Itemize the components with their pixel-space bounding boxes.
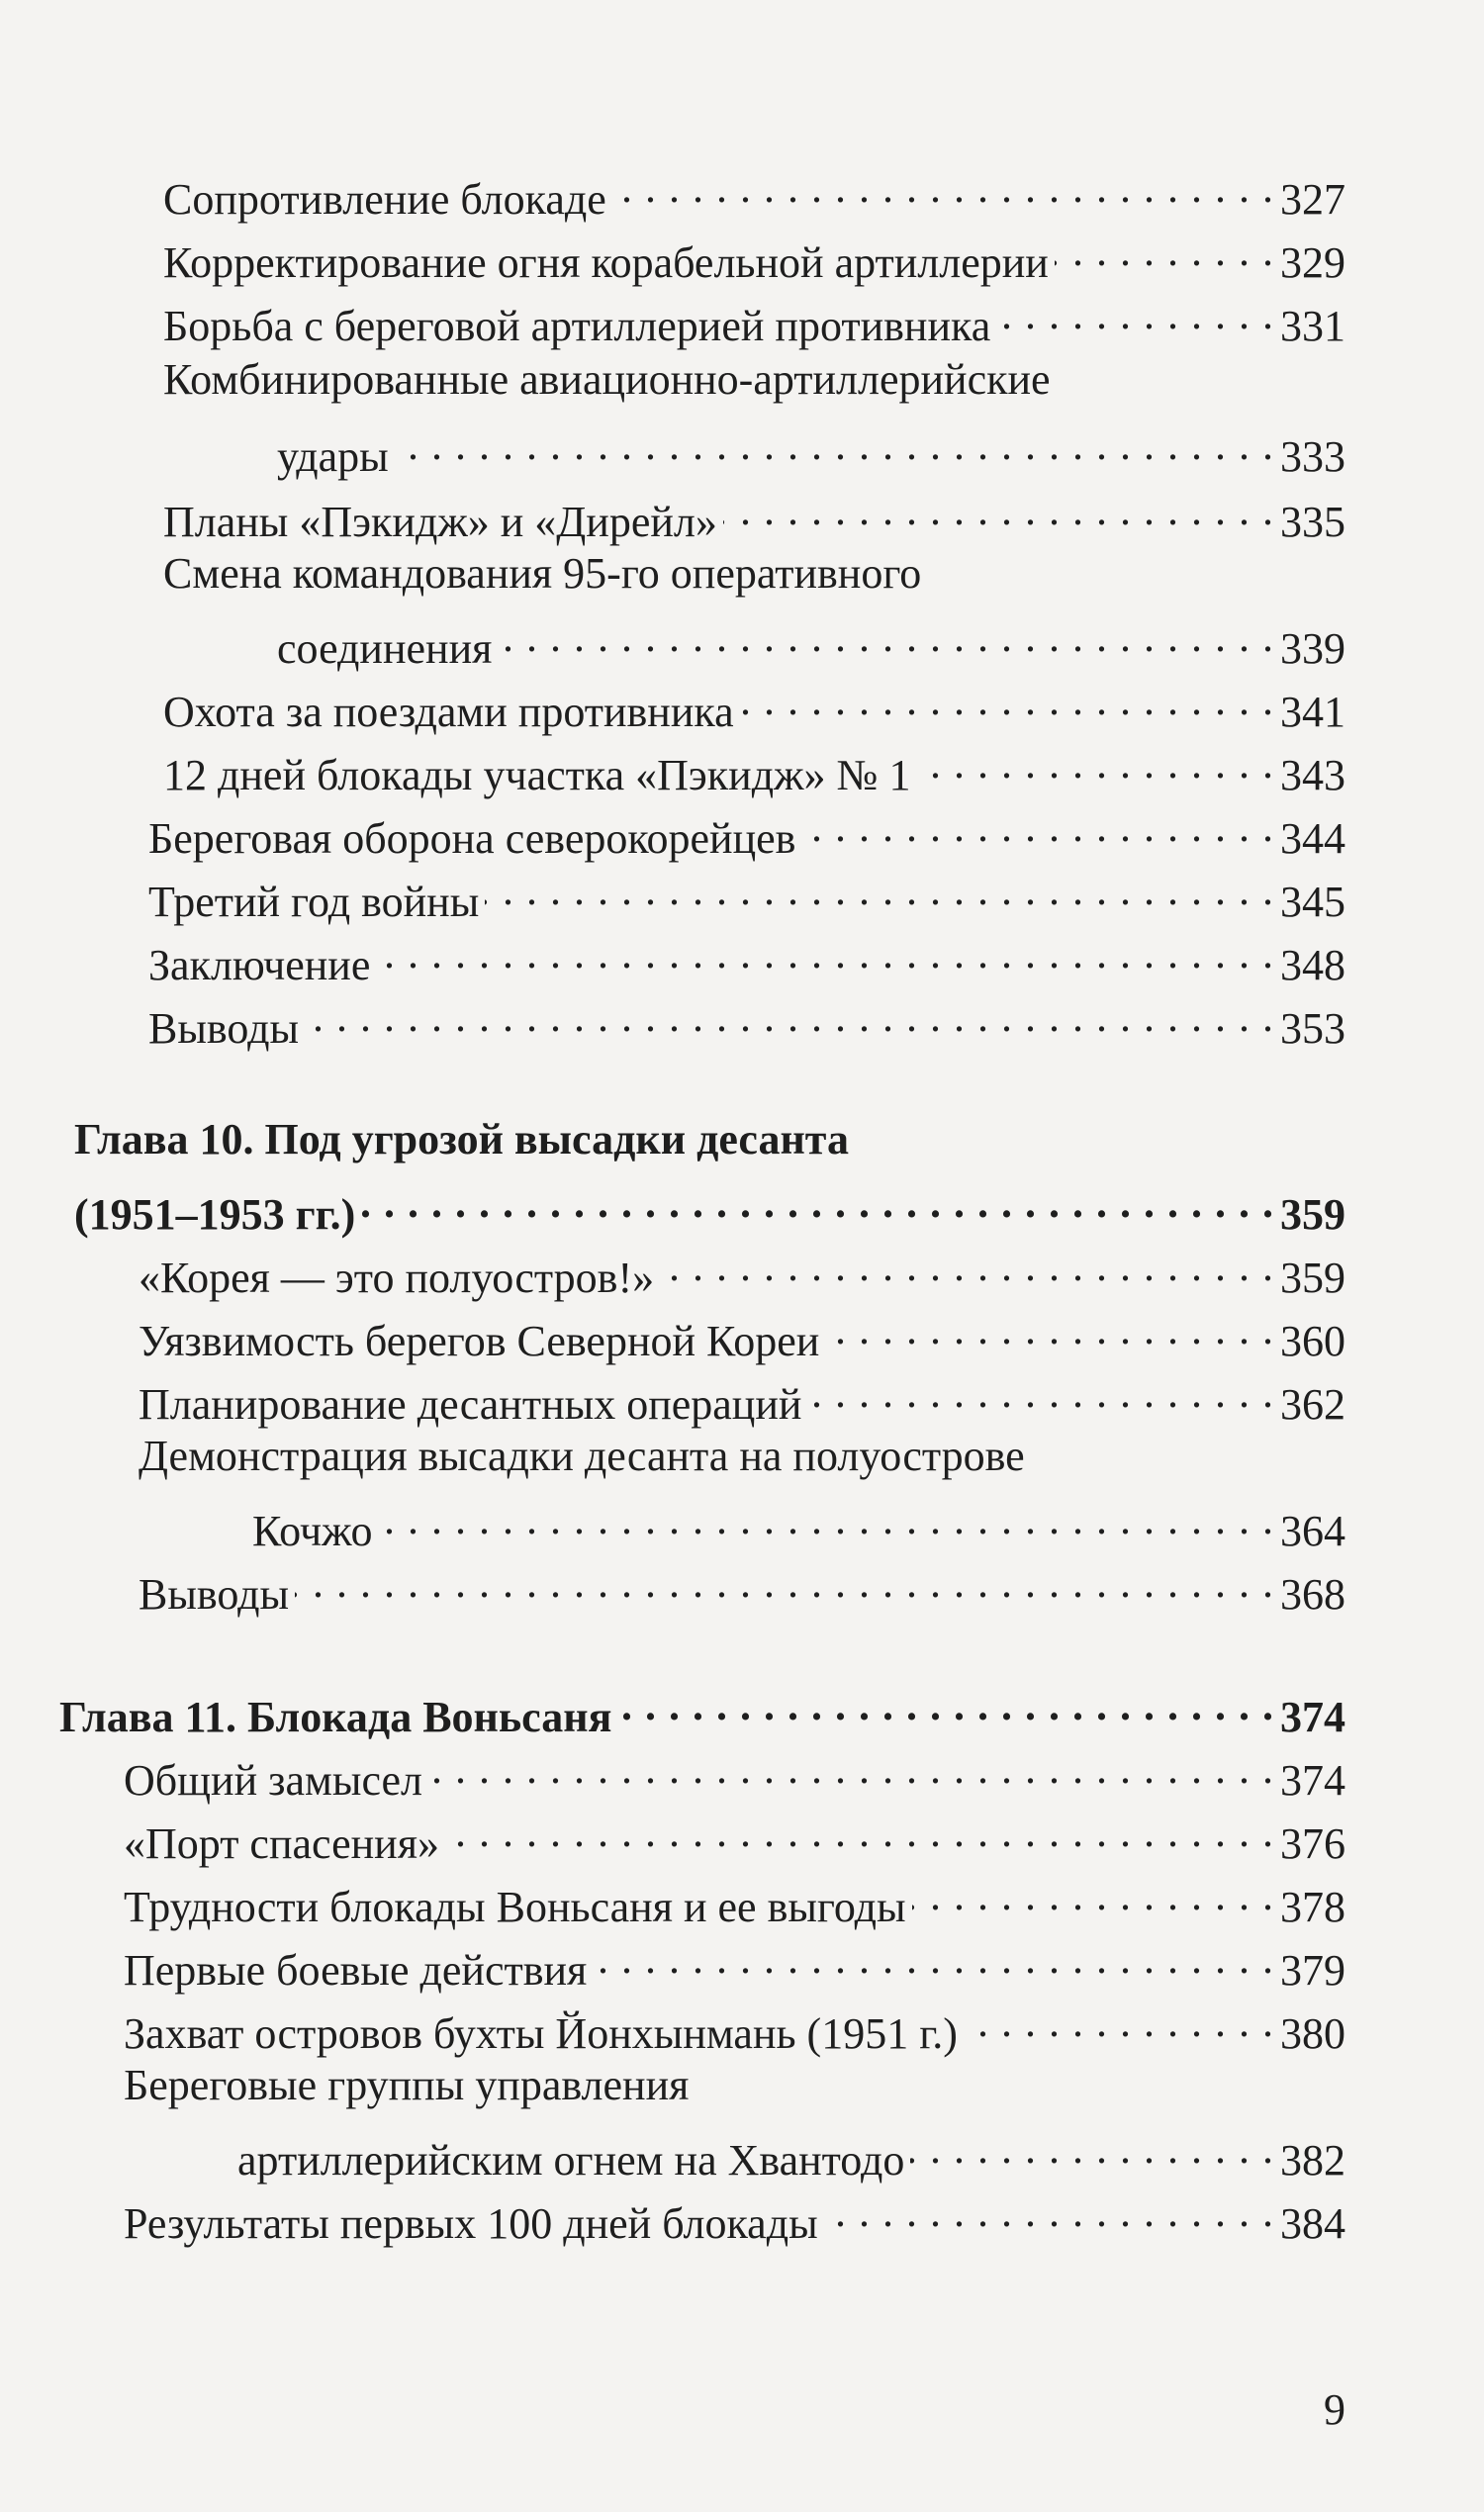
toc-entry[interactable]: [163, 675, 1345, 738]
chapter-11-title: Глава 11. Блокада Воньсаня: [59, 1693, 612, 1741]
dot-leader: [916, 738, 1274, 790]
toc-entry-page: 368: [1280, 1570, 1345, 1619]
chapter-10-title-line1[interactable]: Глава 10. Под угрозой высадки десанта: [74, 1115, 849, 1163]
toc-entry[interactable]: [139, 1367, 1345, 1431]
toc-entry-page: 362: [1280, 1380, 1345, 1429]
toc-entry[interactable]: [124, 1997, 1345, 2060]
dot-leader: [807, 1367, 1274, 1419]
toc-entry-page: 384: [1280, 2199, 1345, 2248]
toc-entry[interactable]: [148, 865, 1345, 928]
toc-entry-title-line1[interactable]: Комбинированные авиационно-артиллерийские: [163, 355, 1051, 404]
toc-entry-page: 335: [1280, 498, 1345, 546]
toc-entry-title: Захват островов бухты Йонхынмань (1951 г.): [124, 2009, 958, 2058]
page-number: 9: [1324, 2385, 1345, 2434]
toc-entry-title: Третий год войны: [148, 878, 480, 926]
toc-entry-title-line2: Кочжо: [252, 1507, 373, 1555]
toc-entry[interactable]: [277, 611, 1345, 675]
dot-leader: [305, 991, 1274, 1043]
toc-entry-title: Охота за поездами противника: [163, 688, 734, 736]
toc-entry[interactable]: [163, 162, 1345, 226]
toc-entry-page: 343: [1280, 751, 1345, 799]
toc-entry[interactable]: [148, 928, 1345, 991]
toc-entry-page: 348: [1280, 941, 1345, 989]
dot-leader: [295, 1557, 1274, 1609]
dot-leader: [660, 1241, 1274, 1292]
dot-leader: [740, 675, 1274, 726]
toc-entry[interactable]: [163, 289, 1345, 352]
toc-entry[interactable]: [277, 419, 1345, 483]
dot-leader: [912, 1870, 1274, 1921]
toc-entry-page: 327: [1280, 175, 1345, 224]
toc-entry-title: Общий замысел: [124, 1756, 423, 1805]
dot-leader: [485, 865, 1274, 916]
toc-entry-page: 344: [1280, 814, 1345, 863]
toc-entry-title: Заключение: [148, 941, 371, 989]
chapter-10-title-line2: (1951–1953 гг.): [74, 1190, 356, 1239]
toc-entry-page: 341: [1280, 688, 1345, 736]
toc-entry-title-line2: удары: [277, 432, 389, 481]
toc-entry-title-line1[interactable]: Смена командования 95-го оперативного: [163, 549, 922, 598]
toc-entry[interactable]: [148, 991, 1345, 1055]
dot-leader: [498, 611, 1274, 663]
toc-entry[interactable]: [139, 1304, 1345, 1367]
dot-leader: [617, 1680, 1274, 1731]
toc-entry-page: 382: [1280, 2136, 1345, 2185]
dot-leader: [996, 289, 1274, 340]
toc-entry-title: Первые боевые действия: [124, 1946, 588, 1995]
toc-entry[interactable]: [163, 738, 1345, 801]
dot-leader: [824, 2186, 1274, 2238]
toc-entry-page: 360: [1280, 1317, 1345, 1365]
toc-entry-title: Сопротивление блокаде: [163, 175, 606, 224]
chapter-10-heading[interactable]: [74, 1177, 1345, 1241]
dot-leader: [825, 1304, 1274, 1355]
toc-entry[interactable]: [124, 1870, 1345, 1933]
toc-entry-page: 353: [1280, 1004, 1345, 1053]
toc-entry-page: 339: [1280, 624, 1345, 673]
toc-entry-title-line1[interactable]: Береговые группы управления: [124, 2061, 690, 2109]
toc-entry-page: 333: [1280, 432, 1345, 481]
dot-leader: [428, 1743, 1274, 1795]
dot-leader: [801, 801, 1274, 853]
toc-entry[interactable]: [124, 1807, 1345, 1870]
toc-entry-title-line2: соединения: [277, 624, 493, 673]
toc-entry[interactable]: [252, 1494, 1345, 1557]
toc-entry-title: Результаты первых 100 дней блокады: [124, 2199, 818, 2248]
dot-leader: [395, 419, 1274, 471]
toc-entry-page: 331: [1280, 302, 1345, 350]
dot-leader: [612, 162, 1274, 214]
toc-entry-title: Планы «Пэкидж» и «Дирейл»: [163, 498, 717, 546]
toc-entry-title: «Корея — это полуостров!»: [139, 1254, 655, 1302]
toc-entry[interactable]: [124, 2186, 1345, 2250]
chapter-10-page: 359: [1280, 1190, 1345, 1239]
toc-entry-page: 345: [1280, 878, 1345, 926]
toc-entry-title-line2: артиллерийским огнем на Хвантодо: [237, 2136, 905, 2185]
toc-entry-title: «Порт спасения»: [124, 1819, 439, 1868]
toc-entry-title: Выводы: [139, 1570, 290, 1619]
toc-entry[interactable]: [148, 801, 1345, 865]
toc-entry[interactable]: [237, 2123, 1345, 2186]
toc-entry-title: Планирование десантных операций: [139, 1380, 802, 1429]
toc-entry-page: 359: [1280, 1254, 1345, 1302]
dot-leader: [445, 1807, 1274, 1858]
toc-entry[interactable]: [124, 1743, 1345, 1807]
dot-leader: [723, 485, 1274, 536]
dot-leader: [964, 1997, 1274, 2048]
toc-entry-page: 380: [1280, 2009, 1345, 2058]
toc-entry-title: Уязвимость берегов Северной Кореи: [139, 1317, 820, 1365]
toc-entry-title: Выводы: [148, 1004, 300, 1053]
toc-entry-page: 374: [1280, 1756, 1345, 1805]
toc-entry-title: Береговая оборона северокорейцев: [148, 814, 796, 863]
toc-entry-title: Трудности блокады Воньсаня и ее выгоды: [124, 1883, 906, 1931]
toc-entry[interactable]: [139, 1241, 1345, 1304]
toc-entry-title: Борьба с береговой артиллерией противника: [163, 302, 991, 350]
dot-leader: [361, 1177, 1274, 1229]
toc-entry-title-line1[interactable]: Демонстрация высадки десанта на полуострове: [139, 1432, 1025, 1480]
dot-leader: [593, 1933, 1274, 1985]
dot-leader: [376, 928, 1274, 979]
toc-entry[interactable]: [163, 485, 1345, 548]
toc-entry[interactable]: [124, 1933, 1345, 1997]
chapter-11-heading[interactable]: [59, 1680, 1345, 1743]
dot-leader: [1055, 226, 1274, 277]
toc-entry-page: 378: [1280, 1883, 1345, 1931]
toc-entry-page: 329: [1280, 238, 1345, 287]
toc-entry[interactable]: [139, 1557, 1345, 1621]
toc-entry-page: 376: [1280, 1819, 1345, 1868]
chapter-11-page: 374: [1280, 1693, 1345, 1741]
dot-leader: [378, 1494, 1274, 1545]
toc-entry[interactable]: [163, 226, 1345, 289]
dot-leader: [910, 2123, 1274, 2175]
toc-entry-title: 12 дней блокады участка «Пэкидж» № 1: [163, 751, 911, 799]
toc-entry-page: 364: [1280, 1507, 1345, 1555]
toc-entry-page: 379: [1280, 1946, 1345, 1995]
toc-entry-title: Корректирование огня корабельной артиллерии: [163, 238, 1049, 287]
